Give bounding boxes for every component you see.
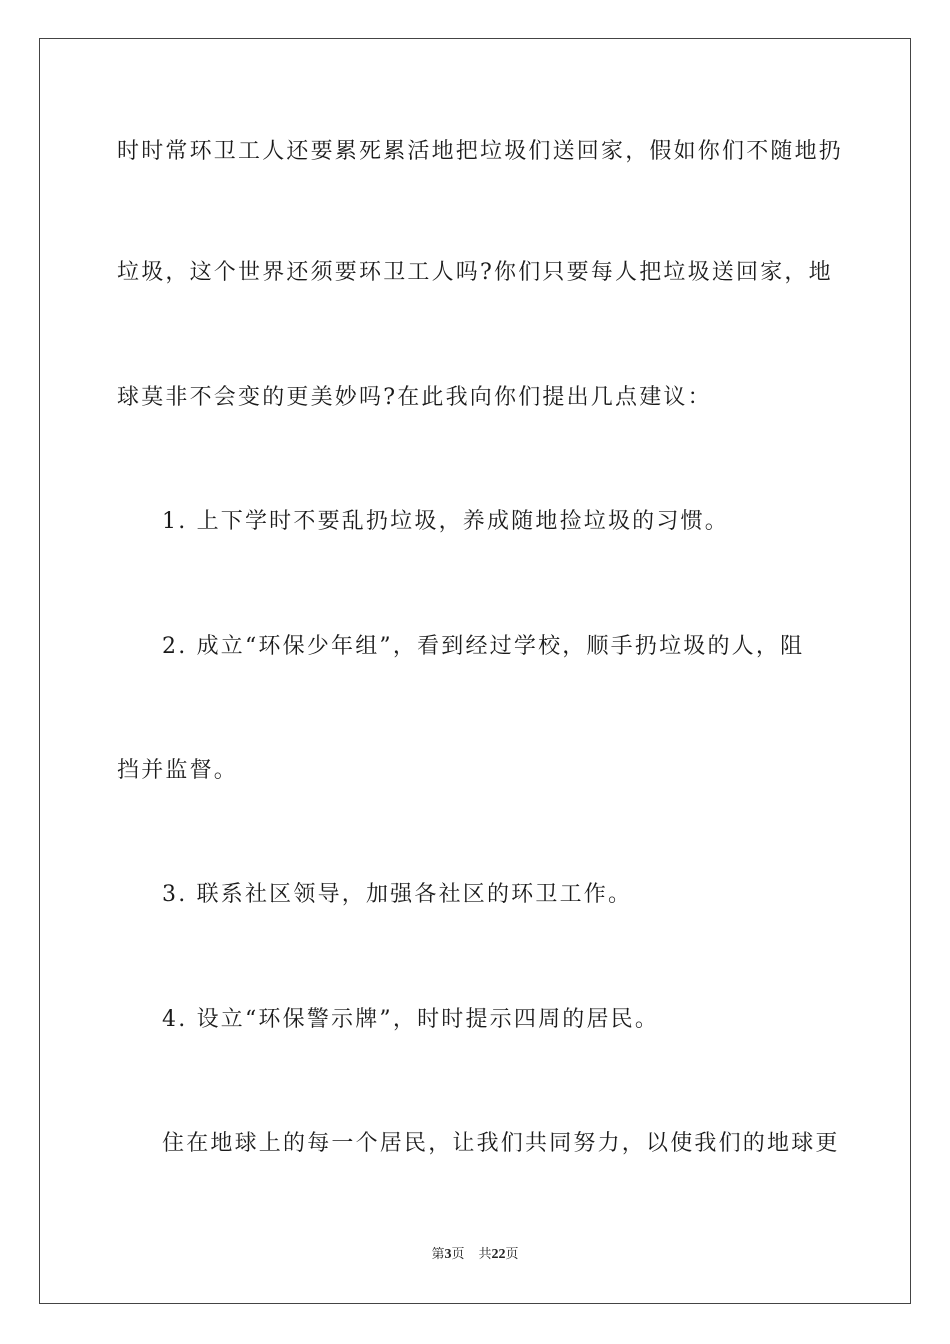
- list-item-2: 2. 成立“环保少年组”，看到经过学校，顺手扔垃圾的人，阻: [162, 634, 805, 659]
- paragraph-line-1: 时时常环卫工人还要累死累活地把垃圾们送回家，假如你们不随地扔: [117, 139, 844, 164]
- footer-total-prefix: 共: [478, 1247, 492, 1262]
- paragraph-line-2: 垃圾，这个世界还须要环卫工人吗?你们只要每人把垃圾送回家，地: [117, 260, 833, 285]
- list-item-1: 1. 上下学时不要乱扔垃圾，养成随地捡垃圾的习惯。: [162, 509, 729, 534]
- page-border: [39, 38, 911, 1304]
- footer-page-prefix: 第: [431, 1247, 445, 1262]
- footer-total-suffix: 页: [505, 1247, 519, 1262]
- footer-total-pages: 22: [491, 1247, 506, 1262]
- footer-page-suffix: 页: [451, 1247, 465, 1262]
- footer-page-number: 3: [444, 1247, 452, 1262]
- list-item-4: 4. 设立“环保警示牌”，时时提示四周的居民。: [162, 1007, 660, 1032]
- list-item-2-continuation: 挡并监督。: [117, 758, 239, 783]
- page-footer: [0, 1246, 950, 1264]
- list-item-3: 3. 联系社区领导，加强各社区的环卫工作。: [162, 882, 633, 907]
- paragraph-line-3: 球莫非不会变的更美妙吗?在此我向你们提出几点建议：: [117, 385, 712, 410]
- closing-paragraph-line: 住在地球上的每一个居民，让我们共同努力，以使我们的地球更: [162, 1131, 840, 1156]
